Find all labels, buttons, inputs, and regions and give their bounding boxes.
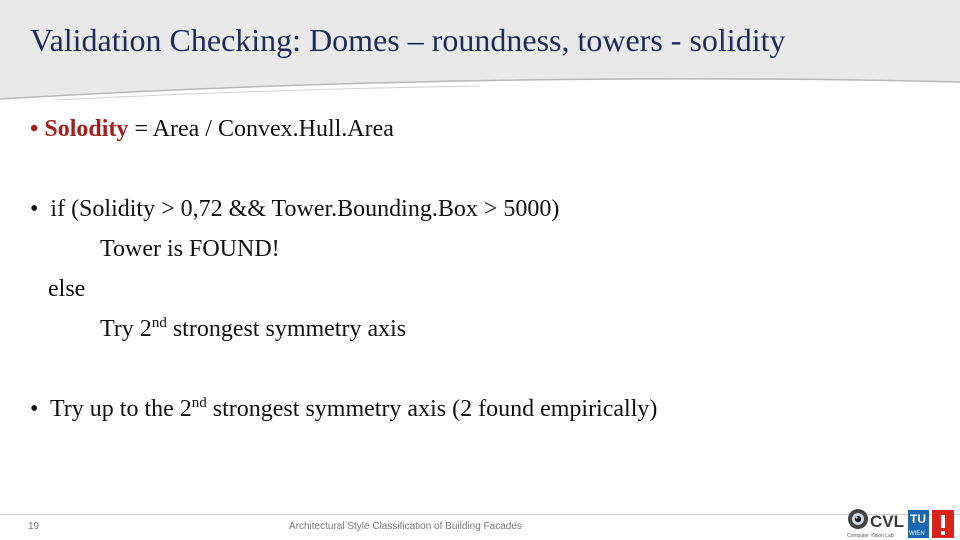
solidity-term: Solodity bbox=[44, 116, 129, 142]
bullet-symbol: • bbox=[30, 116, 39, 142]
ordinal-superscript: nd bbox=[191, 395, 207, 411]
else-branch-text bbox=[100, 316, 406, 343]
bullet-solidity-definition bbox=[30, 116, 394, 143]
tu-logo-subtext: WIEN bbox=[909, 531, 925, 537]
page-number: 19 bbox=[28, 521, 40, 532]
bullet-symbol: • bbox=[30, 396, 39, 422]
else-branch-pre: Try 2 bbox=[100, 316, 152, 342]
cvl-logo-text: CVL bbox=[870, 512, 904, 531]
bullet-try-up-to bbox=[30, 396, 657, 423]
else-keyword: else bbox=[48, 276, 86, 302]
exclamation-bar bbox=[941, 515, 945, 528]
footer-caption: Architectural Style Classification of Building Facades bbox=[289, 521, 522, 532]
ordinal-superscript: nd bbox=[151, 315, 167, 331]
if-condition-text: if (Solidity > 0,72 && Tower.Bounding.Box > 5000) bbox=[50, 196, 560, 222]
cvl-logo-subtext: Computer Vision Lab bbox=[847, 533, 894, 539]
then-branch-text: Tower is FOUND! bbox=[100, 236, 280, 262]
exclamation-dot bbox=[941, 531, 945, 535]
try-up-to-pre: Try up to the 2 bbox=[49, 396, 192, 422]
solidity-formula: = Area / Convex.Hull.Area bbox=[128, 116, 394, 142]
cvl-eye-icon bbox=[848, 509, 868, 529]
slide-title: Validation Checking: Domes – roundness, towers - solidity bbox=[30, 22, 786, 58]
else-branch-post: strongest symmetry axis bbox=[166, 316, 407, 342]
bullet-symbol: • bbox=[30, 196, 39, 222]
institution-logos bbox=[846, 507, 956, 539]
try-up-to-post: strongest symmetry axis (2 found empirically) bbox=[206, 396, 658, 422]
tu-logo-text: TU bbox=[910, 512, 926, 526]
bullet-if-condition bbox=[30, 196, 559, 223]
footer-divider bbox=[0, 514, 960, 515]
